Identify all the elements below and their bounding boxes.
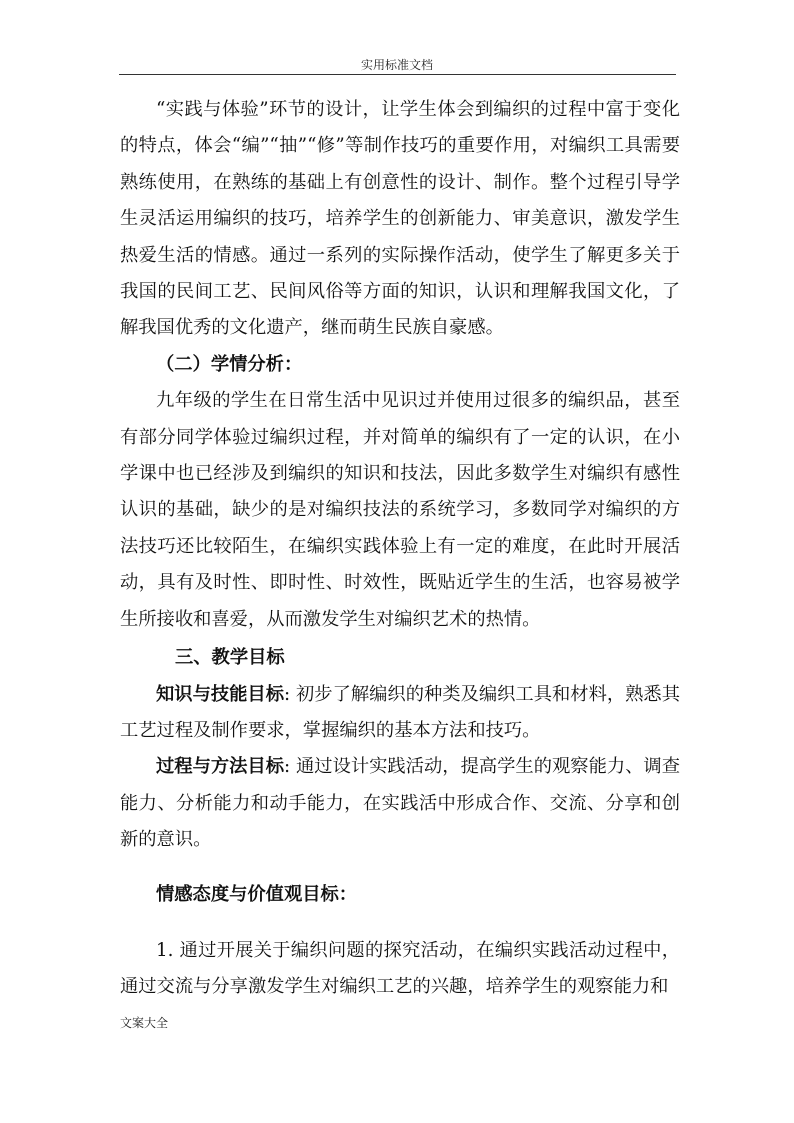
process-goal-label: 过程与方法目标 xyxy=(156,756,285,778)
page-footer: 文案大全 xyxy=(120,1016,169,1030)
paragraph-student-analysis: 九年级的学生在日常生活中见识过并使用过很多的编织品，甚至有部分同学体验过编织过程，并对简单的编织有了一定的认识，在小学课中也已经涉及到编织的知识和技法，因此多数学生对编织有感性认识的基础，缺少的是对编织技法的系统学习，多数同学对编织的方法技巧还比较陌生，在编织实践体验上有一定的难度，在此时开展活动，具有及时性、即时性、时效性，既贴近学生的生活，也容易被学生所接收和喜爱，从而激发学生对编织艺术的热情。 xyxy=(120,390,680,630)
page-header: 实用标准文档 xyxy=(360,58,433,72)
paragraph-emotion-goal-1: 1. 通过开展关于编织问题的探究活动，在编织实践活动过程中，通过交流与分享激发学生对编织工艺的兴趣，培养学生的观察能力和 xyxy=(120,939,680,998)
paragraph-knowledge-goal xyxy=(120,677,680,750)
paragraph-practice-design: “实践与体验”环节的设计，让学生体会到编织的过程中富于变化的特点，体会“编”“抽”“修”等制作技巧的重要作用，对编织工具需要熟练使用，在熟练的基础上有创意性的设计、制作。整个过程引导学生灵活运用编织的技巧，培养学生的创新能力、审美意识，激发学生热爱生活的情感。通过一系列的实际操作活动，使学生了解更多关于我国的民间工艺、民间风俗等方面的知识，认识和理解我国文化，了解我国优秀的文化遗产，继而萌生民族自豪感。 xyxy=(120,99,680,339)
knowledge-goal-text: : 初步了解编织的种类及编织工具和材料，熟悉其工艺过程及制作要求，掌握编织的基本方法和技巧。 xyxy=(120,683,680,741)
document-body xyxy=(120,92,680,1006)
heading-teaching-goals: 三、教学目标 xyxy=(175,647,285,669)
paragraph-process-goal xyxy=(120,749,680,858)
heading-student-analysis: （二）学情分析： xyxy=(156,353,303,375)
heading-emotion-goal: 情感态度与价值观目标： xyxy=(156,883,358,905)
knowledge-goal-label: 知识与技能目标 xyxy=(156,683,285,705)
header-divider xyxy=(119,74,676,75)
process-goal-text: : 通过设计实践活动，提高学生的观察能力、调查能力、分析能力和动手能力，在实践活中形成合作、交流、分享和创新的意识。 xyxy=(120,756,680,851)
